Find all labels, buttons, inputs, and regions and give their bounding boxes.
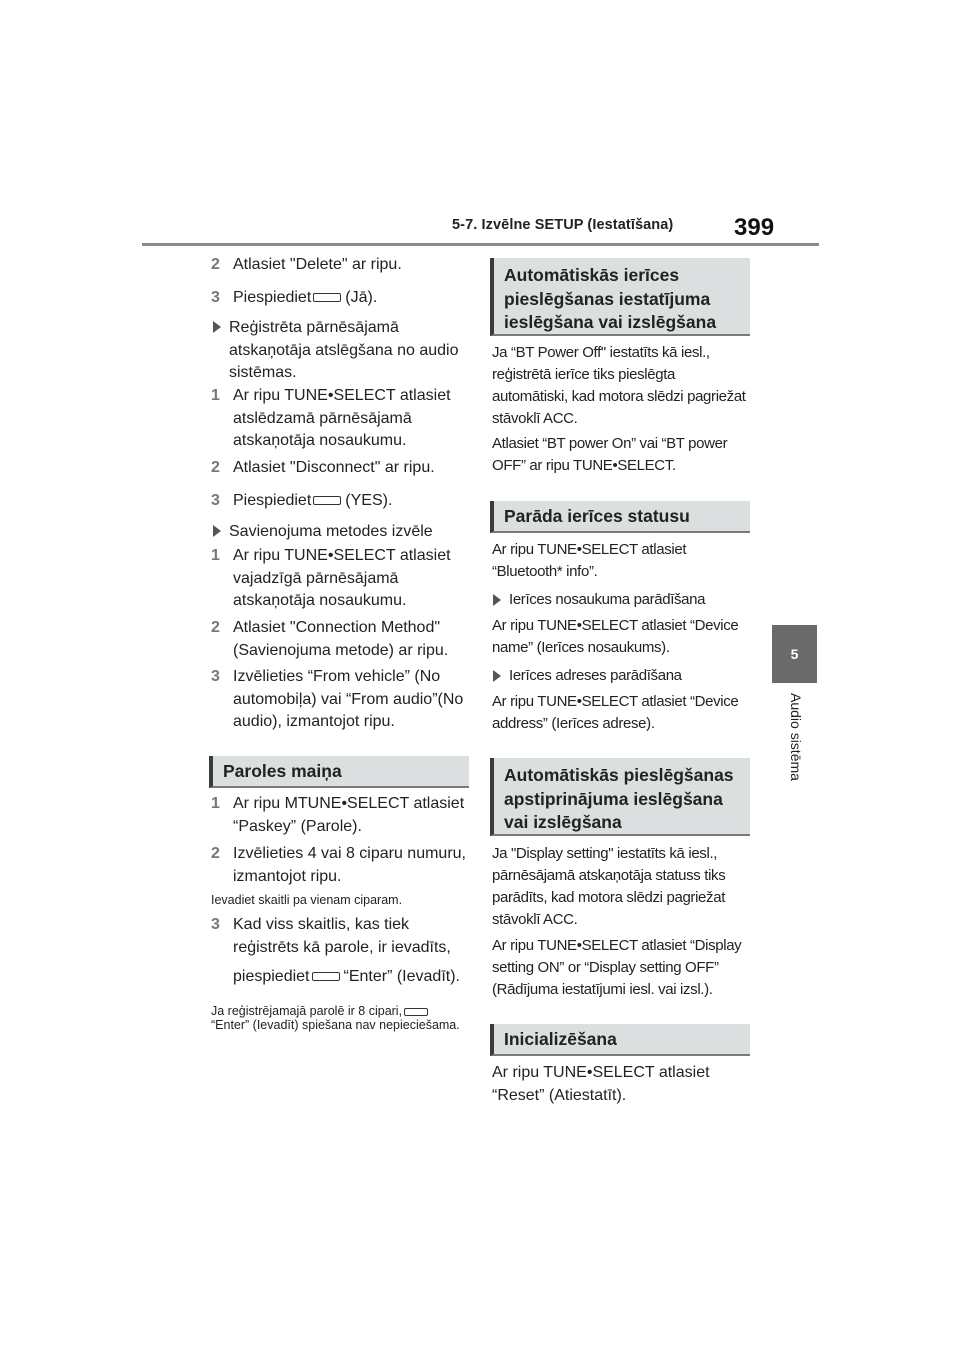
header-rule [142,243,819,246]
step-text: Atlasiet "Delete" ar ripu. [233,256,402,273]
paragraph: Ja "Display setting" iestatīts kā iesl., pārnēsājamā atskaņotāja statuss tiks parādīts, kad motora slēdzi pagriežat stāvoklī ACC. [492,845,726,928]
paragraph: Atlasiet “BT power On” vai “BT power OFF” ar ripu TUNE•SELECT. [492,435,728,474]
step [211,287,471,310]
section-heading: Automātiskās ierīces pieslēgšanas iestatījuma ieslēgšana vai izslēgšana [490,258,750,336]
paragraph: Ar ripu TUNE•SELECT atlasiet “Device address” (Ierīces adrese). [492,693,739,732]
arrow-icon [213,525,221,537]
step-number: 1 [211,795,220,812]
step-text: Atlasiet "Connection Method" (Savienojuma metode) ar ripu. [233,619,449,659]
step [211,843,471,888]
step-text: Izvēlieties “From vehicle” (No automobiļa) vai “From audio”(No audio), izmantojot ripu. [233,668,464,730]
step-number: 2 [211,459,220,476]
step-text: Atlasiet "Disconnect" ar ripu. [233,459,435,476]
step-text: Ar ripu MTUNE•SELECT atlasiet “Paskey” (Parole). [233,795,465,835]
step-text: Ar ripu TUNE•SELECT atlasiet vajadzīgā pārnēsājamā atskaņotāja nosaukumu. [233,547,451,609]
paragraph-text: Ar ripu TUNE•SELECT atlasiet “Reset” (Atiestatīt). [492,1064,710,1104]
step-text: (YES). [345,492,393,509]
paragraph: Ja “BT Power Off" iestatīts kā iesl., reģistrētā ierīce tiks pieslēgta automātiski, kad motora slēdzi pagriežat stāvoklī ACC. [492,344,746,427]
step-number: 3 [211,289,220,306]
step [211,490,471,513]
step [211,545,471,613]
step-number: 2 [211,256,220,273]
step [211,793,471,838]
step-text: Izvēlieties 4 vai 8 ciparu numuru, izmantojot ripu. [233,845,466,885]
chapter-label: Audio sistēma [788,693,804,781]
step [211,254,471,277]
step [211,617,471,662]
step [211,457,471,480]
button-icon [312,972,340,981]
arrow-icon [493,670,501,682]
step-number: 3 [211,916,220,933]
step-number: 1 [211,387,220,404]
button-icon [313,293,341,302]
note-text-part: Ja reģistrējamajā parolē ir 8 cipari, [211,1004,403,1018]
section-heading: Automātiskās pieslēgšanas apstiprinājuma ieslēgšana vai izslēgšana [490,758,750,836]
step-text: “Enter” (Ievadīt). [343,968,460,985]
step [211,666,471,734]
section-heading: Paroles maiņa [209,756,469,788]
bullet-text: Reģistrēta pārnēsājamā atskaņotāja atslēgšana no audio sistēmas. [229,319,459,381]
step-text: Piespiediet [233,492,312,509]
button-icon [313,496,341,505]
chapter-tab: 5 [772,625,817,683]
step [211,385,471,453]
bullet-text: Ierīces adreses parādīšana [509,667,682,684]
note-text [211,1004,473,1032]
arrow-icon [493,594,501,606]
section-heading: Parāda ierīces statusu [490,501,750,533]
step-number: 2 [211,619,220,636]
step-number: 2 [211,845,220,862]
bullet-item [213,521,468,544]
bullet-item [493,589,748,611]
paragraph: Ar ripu TUNE•SELECT atlasiet “Display setting ON” or “Display setting OFF” (Rādījuma iestatījumi iesl. vai izsl.). [492,937,742,998]
bullet-item [493,665,748,687]
button-icon [404,1008,428,1016]
step-text: Piespiediet [233,289,312,306]
note-text: Ievadiet skaitli pa vienam ciparam. [211,893,403,907]
paragraph: Ar ripu TUNE•SELECT atlasiet “Device name” (Ierīces nosaukums). [492,617,739,656]
step-number: 3 [211,668,220,685]
arrow-icon [213,321,221,333]
step-text: piespiediet [233,968,310,985]
section-heading: Inicializēšana [490,1024,750,1056]
header-title: 5-7. Izvēlne SETUP (Iestatīšana) [452,217,674,233]
bullet-text: Savienojuma metodes izvēle [229,523,433,540]
page-number: 399 [734,214,775,241]
step [211,914,473,989]
paragraph: Ar ripu TUNE•SELECT atlasiet “Bluetooth* info”. [492,541,687,580]
note-text-part: “Enter” (Ievadīt) spiešana nav nepieciešama. [211,1018,460,1032]
step-text: (Jā). [345,289,378,306]
step-number: 1 [211,547,220,564]
step-number: 3 [211,492,220,509]
step-text: Kad viss skaitlis, kas tiek reģistrēts kā parole, ir ievadīts, [233,916,451,956]
step-text: Ar ripu TUNE•SELECT atlasiet atslēdzamā pārnēsājamā atskaņotāja nosaukumu. [233,387,451,449]
bullet-item [213,317,468,385]
paragraph [492,1062,747,1107]
bullet-text: Ierīces nosaukuma parādīšana [509,591,706,608]
